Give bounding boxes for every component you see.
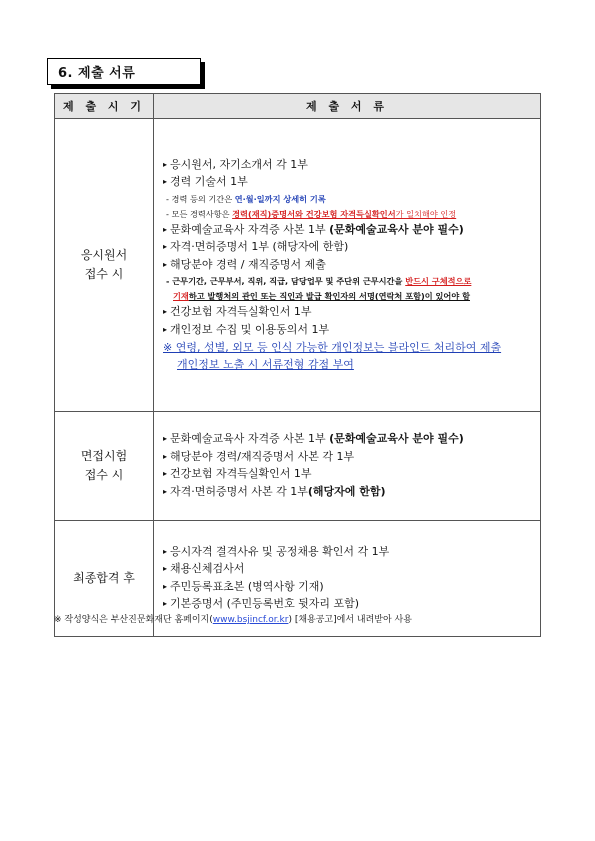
list-item xyxy=(163,579,536,597)
blind-notice-line: ※ 연령, 성별, 외모 등 인식 가능한 개인정보는 블라인드 처리하여 제출 xyxy=(163,341,502,355)
note-text: - 근무기간, 근무부서, 직위, 직급, 담당업무 및 주단위 근무시간을 xyxy=(166,276,406,287)
item-text: 채용신체검사서 xyxy=(170,562,245,575)
footnote-text: ) [채용공고]에서 내려받아 사용 xyxy=(288,615,412,625)
list-item xyxy=(163,449,536,467)
submission-time-line: 접수 시 xyxy=(84,468,124,482)
sub-note xyxy=(163,274,536,289)
list-item xyxy=(163,239,536,257)
documents-cell xyxy=(154,412,541,521)
item-text: 기본증명서 (주민등록번호 뒷자리 포함) xyxy=(170,597,360,610)
bullet-icon: ▸ xyxy=(163,469,168,478)
item-text: 개인정보 수집 및 이용동의서 1부 xyxy=(170,322,330,336)
note-text: - 모든 경력사항은 xyxy=(166,208,233,219)
documents-table xyxy=(54,93,541,637)
homepage-link[interactable]: www.bsjincf.or.kr xyxy=(212,615,289,625)
list-item xyxy=(163,484,536,502)
item-bold-text: (문화예술교육사 분야 필수) xyxy=(329,432,464,445)
submission-time-line: 응시원서 xyxy=(80,248,128,262)
note-highlight: 기재 xyxy=(173,291,189,302)
note-highlight: 경력(재직)증명서와 건강보험 자격득실확인서 xyxy=(232,208,396,219)
bullet-icon: ▸ xyxy=(163,486,168,496)
sub-note xyxy=(163,207,536,222)
list-item xyxy=(163,431,536,449)
header-submission-docs: 제 출 서 류 xyxy=(154,94,541,119)
note-highlight: 연·월·일까지 상세히 기록 xyxy=(234,193,326,204)
bullet-icon: ▸ xyxy=(163,259,168,269)
item-text: 자격·면허증명서 사본 각 1부 xyxy=(170,484,308,498)
bullet-icon: ▸ xyxy=(163,307,168,317)
bullet-icon: ▸ xyxy=(163,434,168,443)
section-title-box xyxy=(47,58,201,85)
bullet-icon: ▸ xyxy=(163,599,168,608)
bullet-icon: ▸ xyxy=(163,564,168,573)
bullet-icon: ▸ xyxy=(163,546,168,556)
item-text: 응시자격 결격사유 및 공정채용 확인서 각 1부 xyxy=(170,544,390,558)
bullet-icon: ▸ xyxy=(163,324,168,334)
table-row xyxy=(55,119,541,412)
item-bold-text: (해당자에 한함) xyxy=(307,484,386,498)
bullet-icon: ▸ xyxy=(163,224,168,234)
submission-time-cell xyxy=(55,412,154,521)
bullet-icon: ▸ xyxy=(163,451,168,461)
footnote-text: ※ 작성양식은 부산진문화재단 홈페이지( xyxy=(54,615,213,625)
note-text: 가 일치해야 인정 xyxy=(395,208,457,219)
section-title: 6. 제출 서류 xyxy=(58,66,136,81)
item-text: 건강보험 자격득실확인서 1부 xyxy=(170,467,312,480)
submission-time-line: 면접시험 xyxy=(80,449,128,463)
footnote xyxy=(54,612,412,625)
list-item xyxy=(163,174,536,192)
list-item xyxy=(163,544,536,562)
table-header-row xyxy=(55,94,541,119)
header-submission-time: 제 출 시 기 xyxy=(55,94,154,119)
item-bold-text: (문화예술교육사 분야 필수) xyxy=(329,222,464,236)
submission-time-cell xyxy=(55,119,154,412)
bullet-icon: ▸ xyxy=(163,159,168,169)
item-text: 응시원서, 자기소개서 각 1부 xyxy=(170,157,308,171)
list-item xyxy=(163,222,536,240)
note-text: 하고 발행처의 관인 또는 직인과 발급 확인자의 서명(연락처 포함)이 있어야 함 xyxy=(188,291,470,302)
item-text: 건강보험 자격득실확인서 1부 xyxy=(170,305,312,319)
submission-time-line: 접수 시 xyxy=(84,267,124,281)
documents-cell xyxy=(154,119,541,412)
bullet-icon: ▸ xyxy=(163,177,168,187)
submission-time-line: 최종합격 후 xyxy=(73,571,135,585)
list-item xyxy=(163,157,536,175)
sub-note xyxy=(163,192,536,207)
item-text: 해당분야 경력 / 재직증명서 제출 xyxy=(170,257,326,271)
list-item xyxy=(163,322,536,340)
item-text: 경력 기술서 1부 xyxy=(170,175,248,189)
bullet-icon: ▸ xyxy=(163,242,168,252)
note-highlight: 반드시 구체적으로 xyxy=(405,276,472,287)
list-item xyxy=(163,257,536,275)
item-text: 해당분야 경력/재직증명서 사본 각 1부 xyxy=(170,449,355,463)
item-text: 주민등록표초본 (병역사항 기재) xyxy=(170,579,324,593)
bullet-icon: ▸ xyxy=(163,581,168,591)
blind-notice-line: 개인정보 노출 시 서류전형 감점 부여 xyxy=(177,358,354,372)
item-text: 자격·면허증명서 1부 (해당자에 한함) xyxy=(170,240,349,254)
list-item xyxy=(163,304,536,322)
sub-note xyxy=(163,289,536,304)
item-text: 문화예술교육사 자격증 사본 1부 xyxy=(170,222,330,236)
list-item xyxy=(163,596,536,614)
item-text: 문화예술교육사 자격증 사본 1부 xyxy=(170,432,330,445)
note-text: - 경력 등의 기간은 xyxy=(166,193,235,204)
list-item xyxy=(163,561,536,579)
list-item xyxy=(163,466,536,484)
table-row xyxy=(55,412,541,521)
